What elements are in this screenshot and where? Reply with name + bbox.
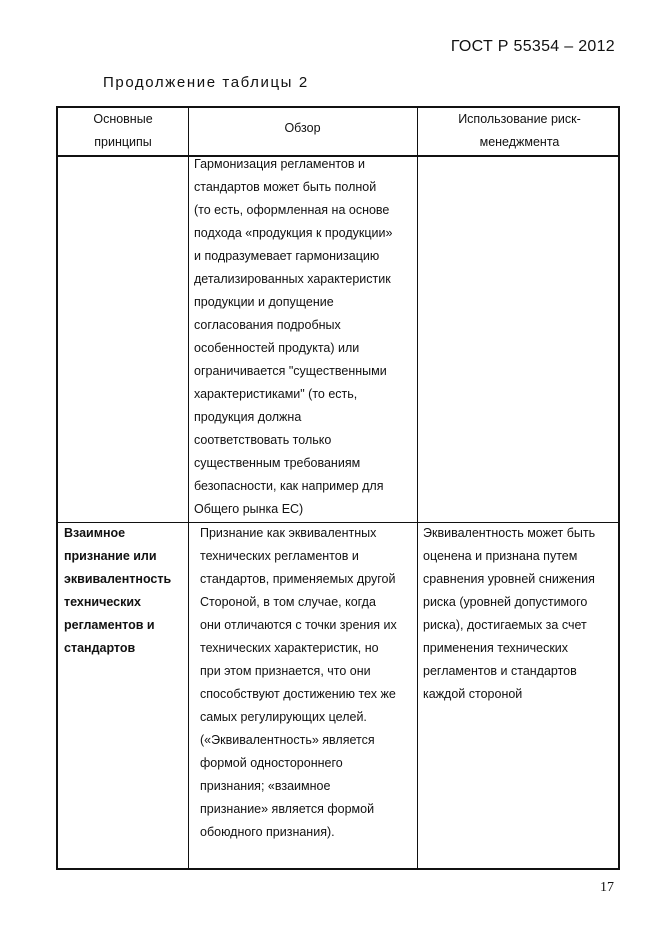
text-line: продукция должна [194,410,302,424]
text-line: согласования подробных [194,318,341,332]
text-line: самых регулирующих целей. [200,710,367,724]
text-line: Гармонизация регламентов и [194,157,365,171]
text-line: («Эквивалентность» является [200,733,375,747]
text-line: продукции и допущение [194,295,334,309]
header-line: Обзор [284,121,321,135]
text-line: характеристиками" (то есть, [194,387,358,401]
text-line: технических регламентов и [200,549,359,563]
row2-principle-cell [64,522,171,660]
text-line: Стороной, в том случае, когда [200,595,376,609]
header-line: Основные [93,112,153,126]
header-line: Использование риск- [458,112,581,126]
text-line: Эквивалентность может быть [423,526,596,540]
principles-table [56,106,620,870]
text-line: ограничивается "существенными [194,364,387,378]
standard-number: ГОСТ Р 55354 – 2012 [450,38,615,55]
text-line: и подразумевает гармонизацию [194,249,380,263]
text-line: Взаимное [64,526,126,540]
text-line: технических характеристик, но [200,641,379,655]
row1-overview-cell [194,153,392,521]
text-line: особенностей продукта) или [194,341,360,355]
text-line: способствуют достижению тех же [200,687,396,701]
text-line: регламентов и [64,618,155,632]
header-line: менеджмента [479,135,560,149]
text-line: формой одностороннего [200,756,343,770]
text-line: риска (уровней допустимого [423,595,588,609]
text-line: эквивалентность [64,572,172,586]
text-line: существенным требованиям [194,456,361,470]
text-line: соответствовать только [194,433,332,447]
text-line: Общего рынка ЕС) [194,502,304,516]
column-divider [417,108,418,868]
text-line: безопасности, как например для [194,479,384,493]
text-line: применения технических [423,641,569,655]
text-line: сравнения уровней снижения [423,572,595,586]
text-line: признание» является формой [200,802,375,816]
header-risk-management [417,108,622,154]
text-line: риска), достигаемых за счет [423,618,587,632]
text-line: при этом признается, что они [200,664,371,678]
text-line: регламентов и стандартов [423,664,577,678]
table-continuation-caption: Продолжение таблицы 2 [103,74,309,91]
header-principles [58,108,188,154]
text-line: стандартов, применяемых другой [200,572,396,586]
text-line: стандартов может быть полной [194,180,377,194]
row2-risk-cell [423,522,595,706]
header-overview [188,117,417,140]
text-line: они отличаются с точки зрения их [200,618,397,632]
row2-overview-cell [200,522,397,844]
text-line: признание или [64,549,157,563]
text-line: обоюдного признания). [200,825,335,839]
text-line: оценена и признана путем [423,549,578,563]
text-line: признания; «взаимное [200,779,331,793]
text-line: подхода «продукция к продукции» [194,226,393,240]
header-line: принципы [94,135,152,149]
column-divider [188,108,189,868]
text-line: детализированных характеристик [194,272,391,286]
text-line: технических [64,595,141,609]
text-line: стандартов [64,641,136,655]
text-line: (то есть, оформленная на основе [194,203,390,217]
page-number: 17 [600,880,614,895]
text-line: каждой стороной [423,687,523,701]
text-line: Признание как эквивалентных [200,526,377,540]
